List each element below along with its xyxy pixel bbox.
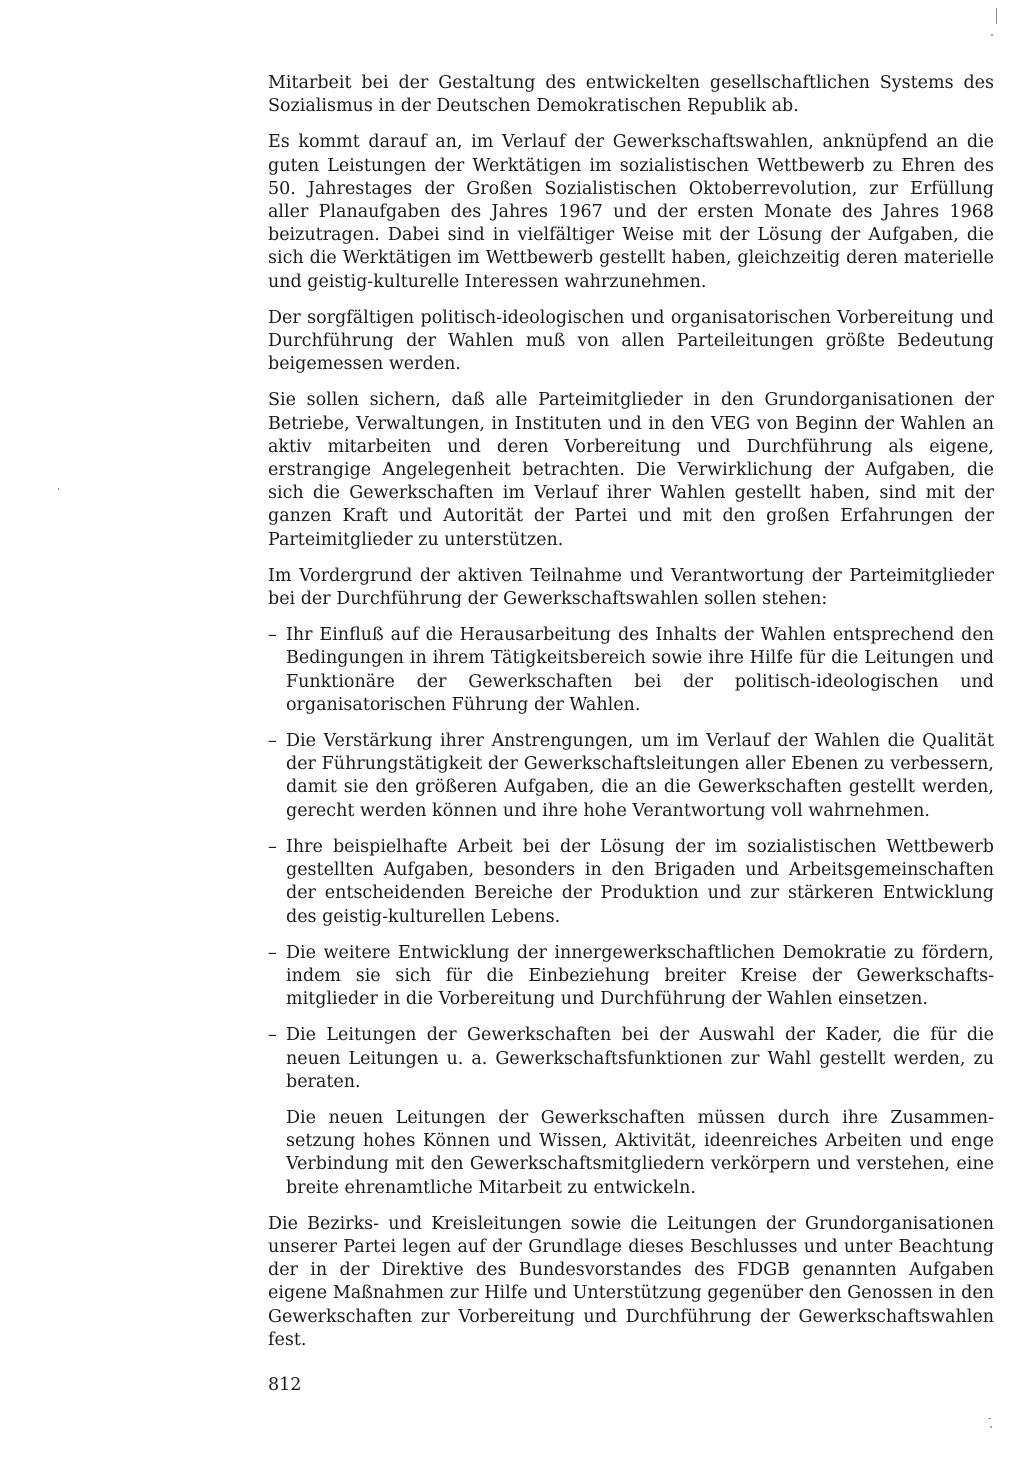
text-column <box>268 72 994 1365</box>
bullet-text: Ihr Einfluß auf die Herausarbeitung des Inhalts der Wahlen entsprechend den Bedingungen in ihrem Tätigkeitsbereich sowie ihre Hilfe für die Leitungen und Funktionäre der Gewerkschaften bei der politisch-ideologischen und organisatorischen Führung der Wahlen. <box>286 625 994 715</box>
bullet-item-3 <box>268 836 994 929</box>
bullet-text: Die weitere Entwicklung der innergewerkschaftlichen Demokratie zu fördern, indem sie sich für die Einbeziehung breiter Kreise der Gewerkschaftsmitglieder in die Vorbereitung und Durchführung der Wahlen einsetzen. <box>286 942 994 1010</box>
scan-speck <box>991 34 993 36</box>
bullet-dash: – <box>268 836 277 857</box>
paragraph-3: Der sorgfältigen politisch-ideologischen und organisatorischen Vorbereitung und Durchführung der Wahlen muß von allen Parteileitungen größte Bedeutung beigemessen werden. <box>268 307 994 375</box>
bullet-text: Die Verstärkung ihrer Anstrengungen, um im Verlauf der Wahlen die Qualität der Führungstätigkeit der Gewerkschaftsleitungen aller Ebenen zu verbessern, damit sie den größeren Aufgaben, die an die Gewerkschaften gestellt werden, gerecht werden können und ihre hohe Verantwortung voll wahrnehmen. <box>286 731 994 821</box>
bullet-item-4 <box>268 942 994 1012</box>
scan-speck <box>58 488 59 490</box>
scan-speck <box>996 8 997 24</box>
paragraph-final: Die Bezirks- und Kreisleitungen sowie die Leitungen der Grundorganisationen unserer Partei legen auf der Grundlage dieses Beschlusses und unter Beachtung der in der Direktive des Bundesvorstandes des FDGB genannten Aufgaben eigene Maßnahmen zur Hilfe und Unterstützung gegenüber den Genossen in den Gewerkschaften zur Vorbereitung und Durchführung der Gewerkschaftswahlen fest. <box>268 1213 994 1350</box>
bullet-dash: – <box>268 731 277 752</box>
bullet-item-2 <box>268 730 994 823</box>
paragraph-1: Mitarbeit bei der Gestaltung des entwickelten gesellschaftlichen Systems des Sozialismus in der Deutschen Demokratischen Republik ab. <box>268 73 994 117</box>
paragraph-2: Es kommt darauf an, im Verlauf der Gewerkschaftswahlen, anknüpfend an die guten Leistungen der Werktätigen im sozialistischen Wettbewerb zu Ehren des 50. Jahrestages der Großen Sozialistischen Oktoberrevolution, zur Erfüllung aller Planaufgaben des Jahres 1967 und der ersten Monate des Jahres 1968 beizutragen. Dabei sind in vielfältiger Weise mit der Lösung der Aufgaben, die sich die Werktätigen im Wettbewerb gestellt haben, gleichzeitig deren materielle und geistig-kulturelle Interessen wahrzunehmen. <box>268 132 994 292</box>
bullet-text: Die Leitungen der Gewerkschaften bei der Auswahl der Kader, die für die neuen Leitungen u. a. Gewerkschaftsfunktionen zur Wahl gestellt werden, zu beraten. <box>286 1025 994 1092</box>
scan-speck <box>990 1426 992 1428</box>
bullet-dash: – <box>268 625 277 646</box>
paragraph-5: Im Vordergrund der aktiven Teilnahme und Verantwortung der Parteimitglieder bei der Durchführung der Gewerkschaftswahlen sollen stehen: <box>268 565 994 610</box>
bullet-item-1 <box>268 624 994 717</box>
bullet-item-5 <box>268 1024 994 1094</box>
indented-paragraph: Die neuen Leitungen der Gewerkschaften müssen durch ihre Zusammensetzung hohes Können und Wissen, Aktivität, ideenreiches Arbeiten und enge Verbindung mit den Gewerkschaftsmitgliedern verkörpern und verstehen, eine breite ehrenamtliche Mitarbeit zu entwickeln. <box>286 1107 994 1198</box>
paragraph-4: Sie sollen sichern, daß alle Parteimitglieder in den Grundorganisationen der Betriebe, Verwaltungen, in Instituten und in den VEG von Beginn der Wahlen an aktiv mitarbeiten und deren Vorbereitung und Durchführung als eigene, erstrangige Angelegenheit betrachten. Die Verwirklichung der Aufgaben, die sich die Gewerkschaften im Verlauf ihrer Wahlen gestellt haben, sind mit der ganzen Kraft und Autorität der Partei und mit den großen Erfahrungen der Parteimitglieder zu unterstützen. <box>268 390 994 550</box>
bullet-dash: – <box>268 942 277 963</box>
bullet-dash: – <box>268 1025 277 1046</box>
scan-speck <box>988 1418 991 1419</box>
bullet-text: Ihre beispielhafte Arbeit bei der Lösung der im sozialistischen Wettbewerb gestellten Aufgaben, besonders in den Brigaden und Arbeitsgemeinschaften der entscheidenden Bereiche der Produktion und zur stärkeren Entwicklung des geistig-kulturellen Lebens. <box>286 836 994 927</box>
page-number: 812 <box>268 1375 302 1395</box>
